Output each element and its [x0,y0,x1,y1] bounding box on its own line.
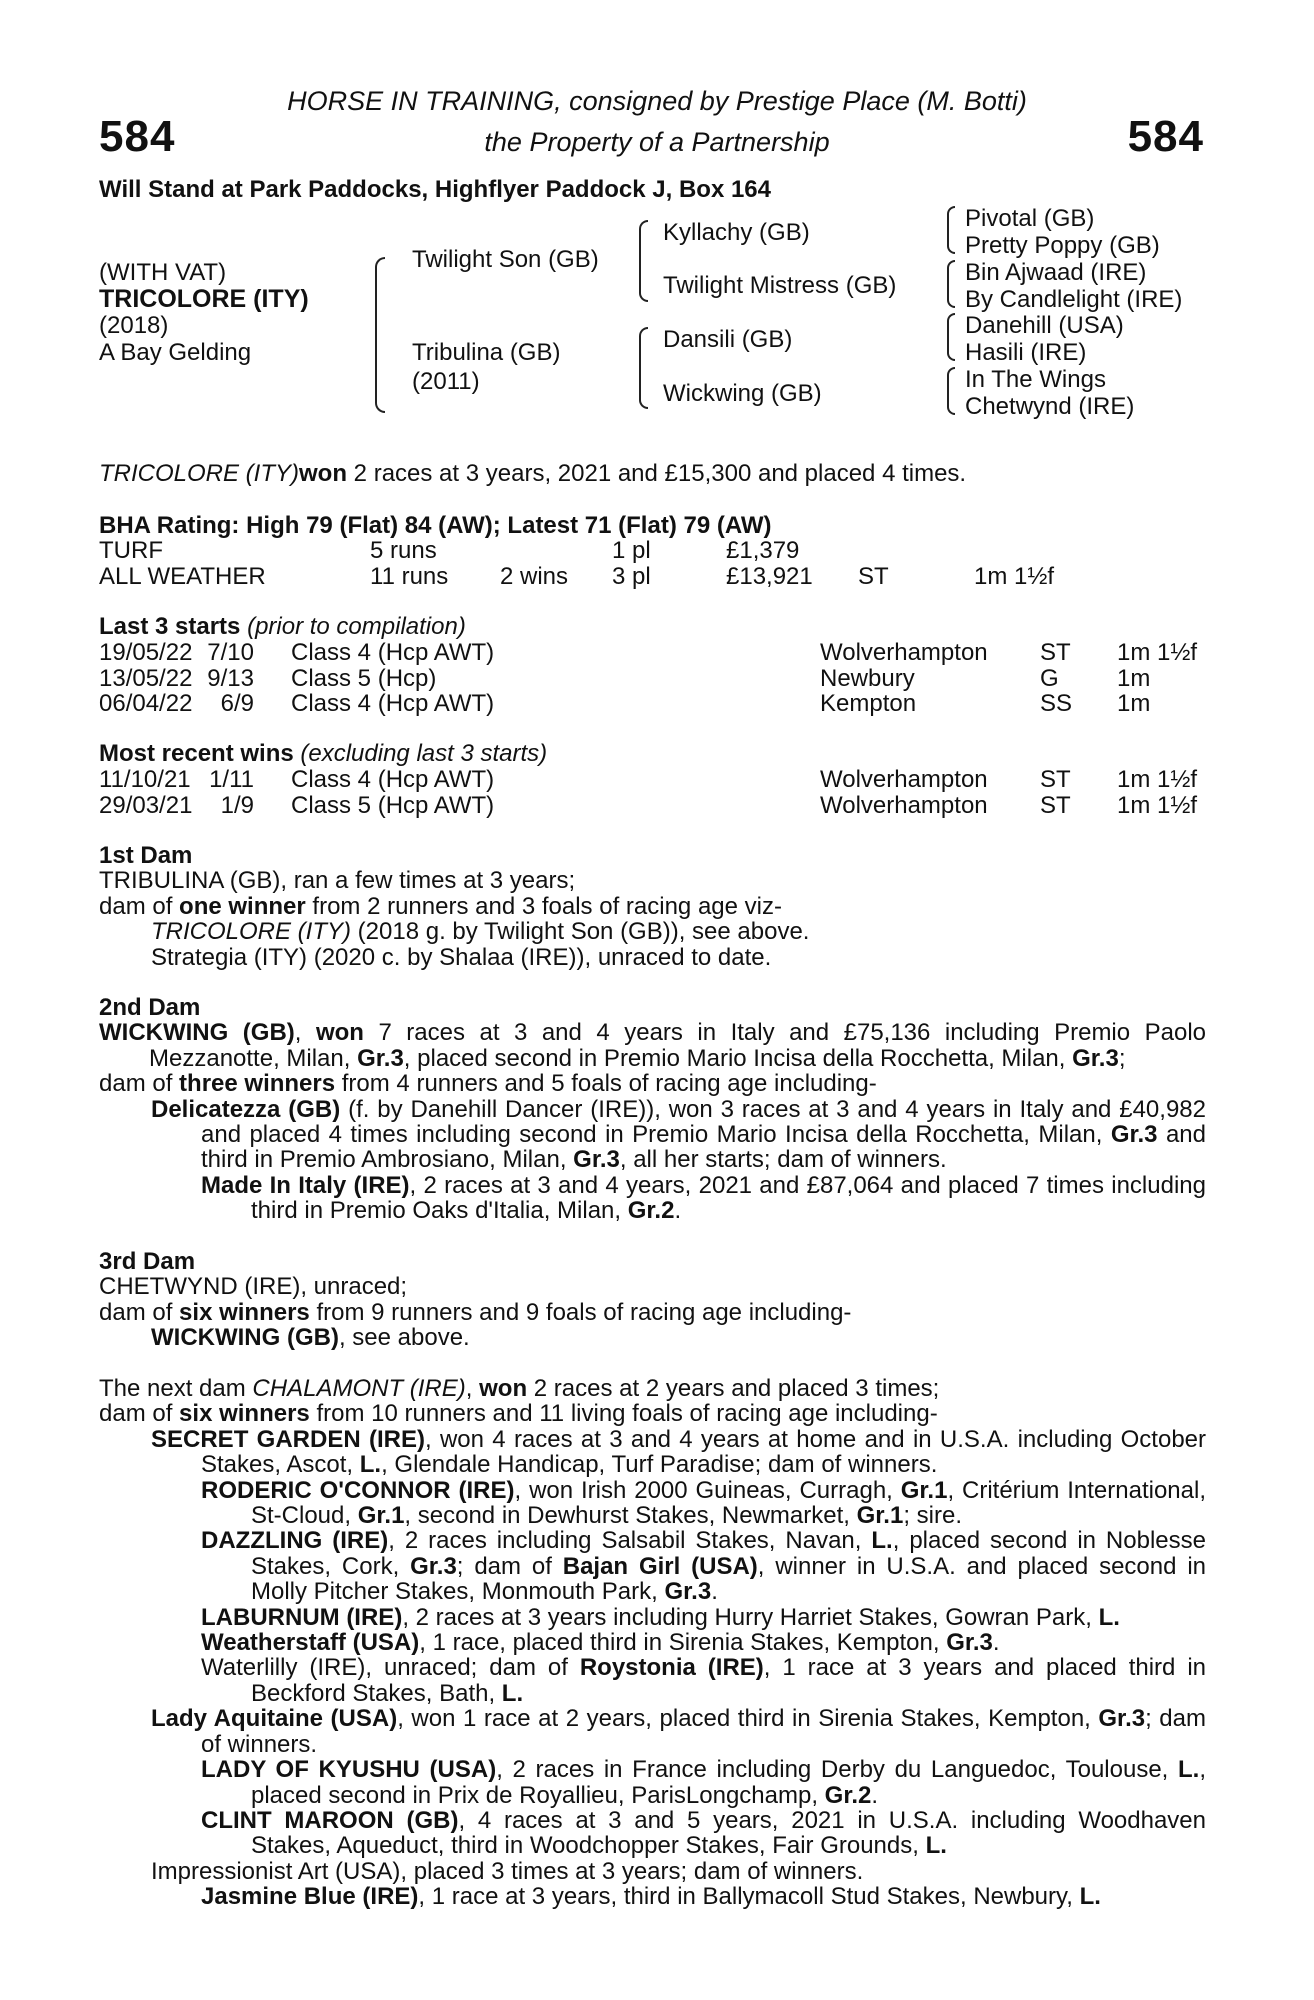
race-going: ST [1040,791,1071,819]
pedigree-brace-ss [947,206,955,254]
pedigree-sdd: By Candlelight (IRE) [965,286,1183,313]
second-dam-produce: dam of three winners from 4 runners and 5 foals of racing age including- [99,1070,877,1098]
lot-number-right: 584 [1127,112,1204,161]
race-summary: TRICOLORE (ITY)won 2 races at 3 years, 2021 and £15,300 and placed 4 times. [99,460,967,487]
race-date: 06/04/22 [99,690,193,717]
race-going: G [1040,664,1059,692]
pedigree-sire-dam: Twilight Mistress (GB) [663,272,897,299]
race-date: 29/03/21 [99,791,193,819]
pedigree-dam-dam: Wickwing (GB) [663,380,822,407]
race-cls: Class 4 (Hcp AWT) [291,639,495,666]
entry-secret-garden: SECRET GARDEN (IRE), won 4 races at 3 and 4 years at home and in U.S.A. including October Stakes, Ascot, L., Glendale Handicap, Turf Paradise; dam of winners. [151,1425,1206,1479]
first-dam-foal-2: Strategia (ITY) (2020 c. by Shalaa (IRE)), unraced to date. [151,943,772,971]
third-dam-heading: 3rd Dam [99,1248,196,1275]
race-course: Wolverhampton [820,639,988,666]
lot-number-left: 584 [99,112,176,161]
pedigree-brace-dam [639,327,648,409]
second-dam-section [99,995,1206,1224]
horse-year: (2018) [99,312,169,339]
first-dam-foal-1: TRICOLORE (ITY) (2018 g. by Twilight Son (GB)), see above. [151,918,810,946]
pedigree-dsd: Hasili (IRE) [965,339,1087,366]
race-course: Wolverhampton [820,791,988,819]
entry-lady-aquitaine: Lady Aquitaine (USA), won 1 race at 2 years, placed third in Sirenia Stakes, Kempton, Gr.3; dam of winners. [151,1705,1206,1758]
entry-weatherstaff: Weatherstaff (USA), 1 race, placed third in Sirenia Stakes, Kempton, Gr.3. [201,1629,1000,1657]
entry-roderic-oconnor: RODERIC O'CONNOR (IRE), won Irish 2000 Guineas, Curragh, Gr.1, Critérium International, St-Cloud, Gr.1, second in Dewhurst Stakes, Newmarket, Gr.1; sire. [201,1476,1206,1530]
pedigree-dam-sire: Dansili (GB) [663,326,793,353]
race-cls: Class 4 (Hcp AWT) [291,690,495,717]
race-pos: 9/13 [207,664,254,692]
horse-description: A Bay Gelding [99,339,252,366]
race-dist: 1m 1½f [1117,791,1198,819]
race-course: Newbury [820,664,915,692]
race-cls: Class 5 (Hcp) [291,664,437,692]
pedigree-brace-sire [639,220,648,302]
race-pos: 6/9 [220,690,254,717]
entry-laburnum: LABURNUM (IRE), 2 races at 3 years including Hurry Harriet Stakes, Gowran Park, L. [201,1603,1120,1631]
stand-location: Will Stand at Park Paddocks, Highflyer Paddock J, Box 164 [99,176,771,203]
second-dam-record: WICKWING (GB), won 7 races at 3 and 4 years in Italy and £75,136 including Premio Paolo Mezzanotte, Milan, Gr.3, placed second in Premio Mario Incisa della Rocchetta, Milan, Gr.3; [99,1019,1206,1072]
first-dam-heading: 1st Dam [99,842,193,869]
entry-clint-maroon: CLINT MAROON (GB), 4 races at 3 and 5 years, 2021 in U.S.A. including Woodhaven Stakes, Aqueduct, third in Woodchopper Stakes, Fair Grounds, L. [201,1806,1207,1860]
race-course: Kempton [820,690,917,717]
entry-dazzling: DAZZLING (IRE), 2 races including Salsabil Stakes, Navan, L., placed second in Noblesse Stakes, Cork, Gr.3; dam of Bajan Girl (USA), winner in U.S.A. and placed second in Molly Pitcher Stakes, Monmouth Park, Gr.3. [201,1527,1206,1606]
pedigree-sire: Twilight Son (GB) [412,246,599,273]
race-cls: Class 4 (Hcp AWT) [291,766,495,793]
second-dam-foal-delicatezza: Delicatezza (GB) (f. by Danehill Dancer (IRE)), won 3 races at 3 and 4 years in Italy and £40,982 and placed 4 times including second in Premio Mario Incisa della Rocchetta, Milan, Gr.3 and third in Premio Ambrosiano, Milan, Gr.3, all her starts; dam of winners. [151,1095,1206,1174]
entry-impressionist-art: Impressionist Art (USA), placed 3 times at 3 years; dam of winners. [151,1857,864,1885]
pedigree-ddd: Chetwynd (IRE) [965,393,1135,420]
race-going: SS [1040,690,1073,717]
pedigree-dss: Danehill (USA) [965,312,1124,339]
pedigree-sds: Bin Ajwaad (IRE) [965,259,1147,286]
first-dam-produce: dam of one winner from 2 runners and 3 foals of racing age viz- [99,892,782,920]
race-pos: 1/11 [209,766,254,793]
race-date: 13/05/22 [99,664,193,692]
second-dam-heading: 2nd Dam [99,994,201,1021]
pedigree-dam-year: (2011) [412,368,480,395]
property-line: the Property of a Partnership [484,127,830,157]
race-dist: 1m 1½f [1117,766,1198,793]
third-dam-line: CHETWYND (IRE), unraced; [99,1273,408,1301]
next-dam-produce: dam of six winners from 10 runners and 11 living foals of racing age including- [99,1400,938,1428]
bha-rating: BHA Rating: High 79 (Flat) 84 (AW); Latest 71 (Flat) 79 (AW) [99,512,772,539]
third-dam-foal: WICKWING (GB), see above. [151,1324,470,1352]
race-course: Wolverhampton [820,766,988,793]
race-cls: Class 5 (Hcp AWT) [291,791,495,819]
pedigree-brace-gen1 [375,257,385,413]
race-pos: 1/9 [220,791,254,819]
next-dam-section [99,1376,1206,1910]
pedigree-brace-sd [947,260,955,308]
race-dist: 1m [1117,664,1151,692]
pedigree-dam: Tribulina (GB) [412,339,561,366]
entry-waterlilly: Waterlilly (IRE), unraced; dam of Roystonia (IRE), 1 race at 3 years and placed third in Beckford Stakes, Bath, L. [201,1654,1206,1707]
pedigree-brace-ds [947,313,955,361]
race-going: ST [1040,639,1071,666]
race-pos: 7/10 [207,639,254,666]
pedigree-brace-dd [947,367,955,415]
race-date: 11/10/21 [99,766,191,793]
entry-jasmine-blue: Jasmine Blue (IRE), 1 race at 3 years, third in Ballymacoll Stud Stakes, Newbury, L. [201,1883,1101,1911]
vat-note: (WITH VAT) [99,259,227,286]
recent-wins-heading: Most recent wins (excluding last 3 starts) [99,740,548,767]
next-dam-line: The next dam CHALAMONT (IRE), won 2 races at 2 years and placed 3 times; [99,1375,940,1402]
pedigree-ssd: Pretty Poppy (GB) [965,232,1160,259]
pedigree-sss: Pivotal (GB) [965,205,1095,232]
race-date: 19/05/22 [99,639,193,666]
third-dam-produce: dam of six winners from 9 runners and 9 foals of racing age including- [99,1298,852,1326]
pedigree-dds: In The Wings [965,366,1106,393]
second-dam-grandfoal-made-in-italy: Made In Italy (IRE), 2 races at 3 and 4 years, 2021 and £87,064 and placed 7 times including third in Premio Oaks d'Italia, Milan, Gr.2. [201,1171,1206,1225]
third-dam-section [99,1249,1206,1351]
race-dist: 1m 1½f [1117,639,1198,666]
last-starts-heading: Last 3 starts (prior to compilation) [99,613,466,640]
pedigree-sire-sire: Kyllachy (GB) [663,219,810,246]
first-dam-section [99,843,1206,970]
entry-lady-of-kyushu: LADY OF KYUSHU (USA), 2 races in France including Derby du Languedoc, Toulouse, L., placed second in Prix de Royallieu, ParisLongchamp, Gr.2. [201,1756,1206,1809]
race-going: ST [1040,766,1071,793]
first-dam-line: TRIBULINA (GB), ran a few times at 3 years; [99,867,576,895]
horse-name: TRICOLORE (ITY) [99,285,309,313]
race-dist: 1m [1117,690,1151,717]
consignor-line: HORSE IN TRAINING, consigned by Prestige Place (M. Botti) [287,86,1027,116]
